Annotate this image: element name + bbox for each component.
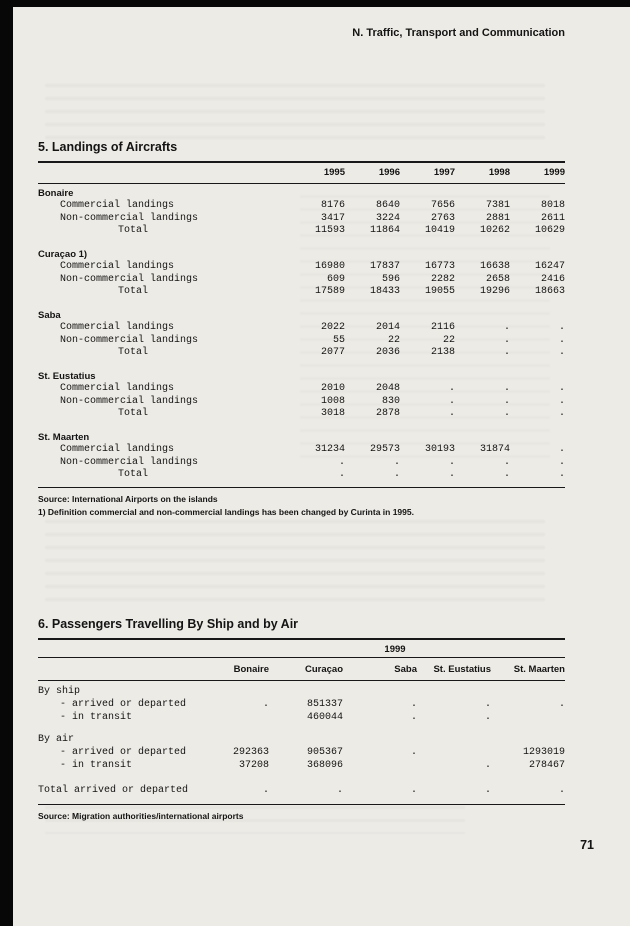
- cell: 17837: [369, 261, 400, 272]
- cell: 22: [387, 334, 400, 346]
- cell: 905367: [306, 747, 343, 758]
- cell: 368096: [306, 760, 343, 771]
- cell: 2010: [320, 383, 345, 394]
- cell: 2878: [375, 408, 400, 419]
- year-header: 1999: [543, 167, 565, 178]
- row-label: Non-commercial landings: [60, 273, 199, 285]
- row-label: - arrived or departed: [60, 699, 187, 710]
- cell: 8640: [375, 200, 400, 211]
- table-row: [38, 261, 565, 274]
- cell: .: [558, 322, 565, 333]
- cell: .: [558, 395, 565, 407]
- cell: .: [393, 456, 400, 468]
- cell: 16247: [534, 261, 565, 272]
- cell: .: [558, 699, 565, 710]
- row-label: Total: [118, 408, 149, 419]
- cell: .: [503, 383, 510, 394]
- table-row: [38, 286, 565, 299]
- cell: 55: [332, 334, 345, 346]
- table5-source: Source: International Airports on the islands: [38, 493, 218, 504]
- table-row: [38, 698, 565, 711]
- table5-title: 5. Landings of Aircrafts: [38, 140, 178, 154]
- cell: 596: [381, 273, 400, 285]
- cell: .: [503, 456, 510, 468]
- table-row: [38, 396, 565, 409]
- cell: 7381: [485, 200, 510, 211]
- cell: [491, 711, 565, 724]
- row-label: Non-commercial landings: [60, 456, 199, 468]
- table-row: [38, 213, 565, 226]
- cell: .: [558, 408, 565, 419]
- cell: .: [503, 469, 510, 480]
- cell: 18433: [369, 286, 400, 297]
- row-label: Non-commercial landings: [60, 395, 199, 407]
- island-name: Curaçao 1): [38, 248, 88, 260]
- cell: 2077: [320, 347, 345, 358]
- cell: .: [484, 760, 491, 771]
- row-label: Commercial landings: [60, 444, 175, 455]
- cell: 1293019: [522, 747, 565, 758]
- table6-column-header-row: [38, 658, 565, 680]
- cell: 851337: [306, 699, 343, 710]
- row-label: Non-commercial landings: [60, 334, 199, 346]
- table-row: [38, 408, 565, 421]
- cell: 11593: [314, 225, 345, 236]
- cell: 30193: [424, 444, 455, 455]
- rule: [38, 680, 565, 681]
- cell: 609: [326, 273, 345, 285]
- row-label: - in transit: [60, 760, 133, 771]
- cell: .: [410, 712, 417, 723]
- table-row: [38, 335, 565, 348]
- cell: 3018: [320, 408, 345, 419]
- cell: 1008: [320, 395, 345, 407]
- cell: 2611: [540, 212, 565, 224]
- cell: 16773: [424, 261, 455, 272]
- table-row: [38, 759, 565, 772]
- table-row: [38, 457, 565, 470]
- row-label: Commercial landings: [60, 322, 175, 333]
- cell: .: [484, 699, 491, 710]
- cell: 8018: [540, 200, 565, 211]
- row-label: Commercial landings: [60, 383, 175, 394]
- cell: 7656: [430, 200, 455, 211]
- year-header: 1998: [488, 167, 510, 178]
- table6-source: Source: Migration authorities/international airports: [38, 811, 244, 821]
- column-header: St. Maarten: [513, 664, 565, 675]
- rule: [38, 804, 565, 805]
- cell: .: [558, 785, 565, 796]
- spacer: [38, 167, 290, 180]
- island-name: St. Eustatius: [38, 370, 96, 382]
- cell: 460044: [306, 712, 343, 723]
- row-label: Commercial landings: [60, 200, 175, 211]
- cell: .: [558, 347, 565, 358]
- cell: .: [484, 712, 491, 723]
- cell: .: [558, 456, 565, 468]
- cell: 2138: [430, 347, 455, 358]
- cell: 10629: [534, 225, 565, 236]
- year-header: 1995: [323, 167, 345, 178]
- cell: .: [410, 699, 417, 710]
- cell: 278467: [528, 760, 565, 771]
- cell: .: [448, 408, 455, 419]
- row-label: Total: [118, 286, 149, 297]
- cell: [343, 759, 417, 772]
- cell: 3224: [375, 212, 400, 224]
- cell: [417, 746, 491, 759]
- cell: 292363: [232, 747, 269, 758]
- cell: 16638: [479, 261, 510, 272]
- table-row: [38, 274, 565, 287]
- island-name: St. Maarten: [38, 431, 90, 443]
- cell: .: [262, 785, 269, 796]
- cell: .: [503, 408, 510, 419]
- cell: 2022: [320, 322, 345, 333]
- island-name: Bonaire: [38, 187, 74, 199]
- cell: .: [558, 383, 565, 394]
- table-row: [38, 711, 565, 724]
- cell: .: [558, 334, 565, 346]
- cell: .: [448, 456, 455, 468]
- row-label: - in transit: [60, 712, 133, 723]
- bleed-through-texture: [45, 520, 545, 610]
- cell: 2014: [375, 322, 400, 333]
- cell: .: [410, 747, 417, 758]
- row-label: Non-commercial landings: [60, 212, 199, 224]
- cell: 37208: [238, 760, 269, 771]
- rule: [38, 487, 565, 488]
- row-label: Total: [118, 225, 149, 236]
- cell: 31234: [314, 444, 345, 455]
- cell: .: [393, 469, 400, 480]
- cell: .: [503, 395, 510, 407]
- table6-year-header: 1999: [384, 644, 406, 655]
- table-row: [38, 383, 565, 396]
- cell: 11864: [369, 225, 400, 236]
- table-row: [38, 347, 565, 360]
- cell: [195, 711, 269, 724]
- row-label: Commercial landings: [60, 261, 175, 272]
- bleed-through-texture: [45, 84, 545, 140]
- row-label: Total: [118, 347, 149, 358]
- cell: 2048: [375, 383, 400, 394]
- column-header: St. Eustatius: [433, 664, 491, 675]
- cell: 2881: [485, 212, 510, 224]
- table-row: [38, 225, 565, 238]
- cell: 29573: [369, 444, 400, 455]
- cell: 2116: [430, 322, 455, 333]
- cell: .: [410, 785, 417, 796]
- cell: 31874: [479, 444, 510, 455]
- table-row: [38, 200, 565, 213]
- year-header: 1996: [378, 167, 400, 178]
- cell: .: [448, 395, 455, 407]
- cell: .: [448, 383, 455, 394]
- cell: 10419: [424, 225, 455, 236]
- table5-footnote: 1) Definition commercial and non-commercial landings has been changed by Curinta in 1995.: [38, 507, 414, 517]
- row-label: - arrived or departed: [60, 747, 187, 758]
- table-row: [38, 469, 565, 482]
- column-header: Saba: [394, 664, 417, 675]
- cell: .: [262, 699, 269, 710]
- cell: 2036: [375, 347, 400, 358]
- row-label: Total arrived or departed: [38, 785, 189, 796]
- table-row: [38, 444, 565, 457]
- spacer: [38, 663, 195, 676]
- cell: 2282: [430, 273, 455, 285]
- cell: 18663: [534, 286, 565, 297]
- cell: 3417: [320, 212, 345, 224]
- column-header: Curaçao: [304, 664, 343, 675]
- cell: 2763: [430, 212, 455, 224]
- page-number: 71: [580, 838, 594, 852]
- cell: .: [558, 469, 565, 480]
- scan-edge-left: [0, 0, 13, 926]
- cell: .: [484, 785, 491, 796]
- cell: 17589: [314, 286, 345, 297]
- cell: 10262: [479, 225, 510, 236]
- row-label: Total: [118, 469, 149, 480]
- cell: .: [338, 456, 345, 468]
- cell: 8176: [320, 200, 345, 211]
- cell: .: [336, 785, 343, 796]
- island-name: Saba: [38, 309, 61, 321]
- table-passengers-ship-air: [38, 617, 565, 822]
- cell: .: [503, 322, 510, 333]
- table-landings-of-aircrafts: [38, 140, 565, 518]
- group-label: By air: [38, 734, 75, 745]
- cell: 19296: [479, 286, 510, 297]
- table6-title: 6. Passengers Travelling By Ship and by Air: [38, 617, 299, 631]
- chapter-header: N. Traffic, Transport and Communication: [352, 27, 565, 39]
- cell: 19055: [424, 286, 455, 297]
- table-total-row: [38, 784, 565, 797]
- cell: .: [448, 469, 455, 480]
- table-row: [38, 322, 565, 335]
- cell: 2416: [540, 273, 565, 285]
- rule: [38, 183, 565, 184]
- cell: 16980: [314, 261, 345, 272]
- group-label: By ship: [38, 686, 81, 697]
- table5-year-header-row: [38, 163, 565, 183]
- scan-edge-top: [0, 0, 630, 7]
- cell: 830: [381, 395, 400, 407]
- year-header: 1997: [433, 167, 455, 178]
- cell: .: [503, 334, 510, 346]
- cell: 22: [442, 334, 455, 346]
- cell: .: [558, 444, 565, 455]
- cell: .: [338, 469, 345, 480]
- cell: .: [503, 347, 510, 358]
- table-row: [38, 746, 565, 759]
- column-header: Bonaire: [233, 664, 269, 675]
- cell: 2658: [485, 273, 510, 285]
